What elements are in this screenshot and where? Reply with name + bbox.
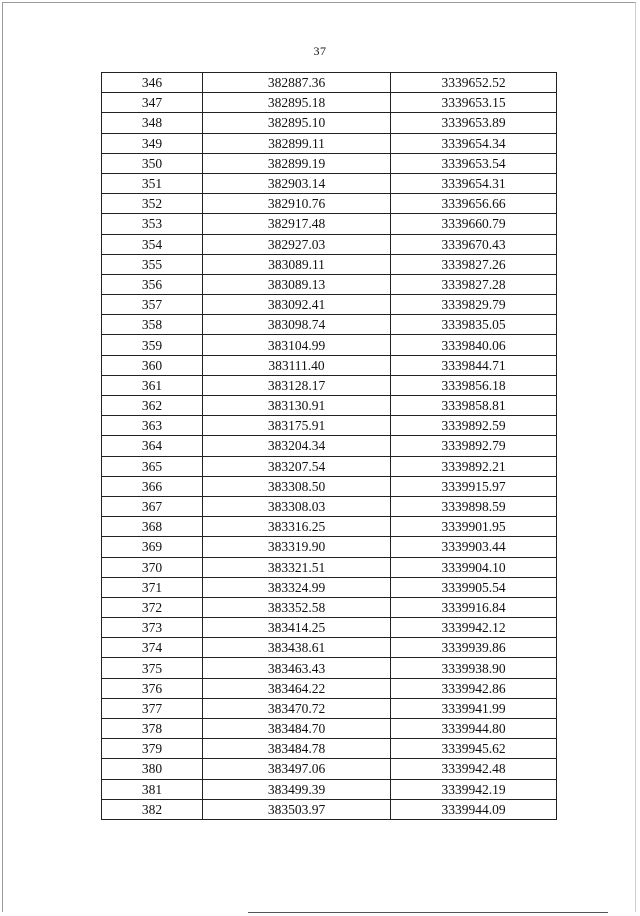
- point-number-cell: 352: [102, 194, 203, 214]
- table-row: [102, 355, 557, 375]
- y-coordinate-cell: 3339858.81: [391, 396, 557, 416]
- x-coordinate-cell: 383089.13: [203, 274, 391, 294]
- x-coordinate-cell: 382899.11: [203, 133, 391, 153]
- y-coordinate-cell: 3339904.10: [391, 557, 557, 577]
- table-row: [102, 133, 557, 153]
- table-row: [102, 496, 557, 516]
- y-coordinate-cell: 3339941.99: [391, 698, 557, 718]
- x-coordinate-cell: 383497.06: [203, 759, 391, 779]
- point-number-cell: 380: [102, 759, 203, 779]
- table-row: [102, 476, 557, 496]
- table-row: [102, 153, 557, 173]
- y-coordinate-cell: 3339856.18: [391, 375, 557, 395]
- y-coordinate-cell: 3339892.59: [391, 416, 557, 436]
- point-number-cell: 371: [102, 577, 203, 597]
- y-coordinate-cell: 3339945.62: [391, 739, 557, 759]
- x-coordinate-cell: 383319.90: [203, 537, 391, 557]
- x-coordinate-cell: 383321.51: [203, 557, 391, 577]
- table-row: [102, 194, 557, 214]
- x-coordinate-cell: 383503.97: [203, 799, 391, 819]
- table-row: [102, 295, 557, 315]
- table-row: [102, 315, 557, 335]
- y-coordinate-cell: 3339827.28: [391, 274, 557, 294]
- point-number-cell: 358: [102, 315, 203, 335]
- point-number-cell: 376: [102, 678, 203, 698]
- x-coordinate-cell: 382887.36: [203, 73, 391, 93]
- x-coordinate-cell: 383316.25: [203, 517, 391, 537]
- y-coordinate-cell: 3339892.79: [391, 436, 557, 456]
- y-coordinate-cell: 3339944.09: [391, 799, 557, 819]
- point-number-cell: 360: [102, 355, 203, 375]
- point-number-cell: 373: [102, 618, 203, 638]
- x-coordinate-cell: 383098.74: [203, 315, 391, 335]
- y-coordinate-cell: 3339901.95: [391, 517, 557, 537]
- x-coordinate-cell: 383175.91: [203, 416, 391, 436]
- y-coordinate-cell: 3339903.44: [391, 537, 557, 557]
- y-coordinate-cell: 3339939.86: [391, 638, 557, 658]
- table-row: [102, 456, 557, 476]
- table-row: [102, 779, 557, 799]
- table-row: [102, 254, 557, 274]
- point-number-cell: 347: [102, 93, 203, 113]
- x-coordinate-cell: 383130.91: [203, 396, 391, 416]
- table-row: [102, 375, 557, 395]
- x-coordinate-cell: 383111.40: [203, 355, 391, 375]
- table-row: [102, 436, 557, 456]
- x-coordinate-cell: 383308.03: [203, 496, 391, 516]
- point-number-cell: 375: [102, 658, 203, 678]
- y-coordinate-cell: 3339654.34: [391, 133, 557, 153]
- table-row: [102, 638, 557, 658]
- y-coordinate-cell: 3339827.26: [391, 254, 557, 274]
- y-coordinate-cell: 3339653.15: [391, 93, 557, 113]
- point-number-cell: 366: [102, 476, 203, 496]
- table-row: [102, 214, 557, 234]
- y-coordinate-cell: 3339898.59: [391, 496, 557, 516]
- table-row: [102, 274, 557, 294]
- table-row: [102, 739, 557, 759]
- point-number-cell: 362: [102, 396, 203, 416]
- y-coordinate-cell: 3339835.05: [391, 315, 557, 335]
- table-row: [102, 698, 557, 718]
- y-coordinate-cell: 3339942.12: [391, 618, 557, 638]
- x-coordinate-cell: 382895.10: [203, 113, 391, 133]
- point-number-cell: 353: [102, 214, 203, 234]
- x-coordinate-cell: 382917.48: [203, 214, 391, 234]
- y-coordinate-cell: 3339916.84: [391, 597, 557, 617]
- x-coordinate-cell: 383324.99: [203, 577, 391, 597]
- y-coordinate-cell: 3339653.89: [391, 113, 557, 133]
- point-number-cell: 351: [102, 173, 203, 193]
- point-number-cell: 355: [102, 254, 203, 274]
- y-coordinate-cell: 3339829.79: [391, 295, 557, 315]
- x-coordinate-cell: 382895.18: [203, 93, 391, 113]
- x-coordinate-cell: 383464.22: [203, 678, 391, 698]
- y-coordinate-cell: 3339938.90: [391, 658, 557, 678]
- table-row: [102, 597, 557, 617]
- x-coordinate-cell: 383089.11: [203, 254, 391, 274]
- table-row: [102, 416, 557, 436]
- y-coordinate-cell: 3339944.80: [391, 719, 557, 739]
- table-row: [102, 93, 557, 113]
- x-coordinate-cell: 383104.99: [203, 335, 391, 355]
- x-coordinate-cell: 383204.34: [203, 436, 391, 456]
- page-number: 37: [313, 44, 327, 58]
- x-coordinate-cell: 383484.70: [203, 719, 391, 739]
- coordinates-table-body: [102, 73, 557, 820]
- point-number-cell: 363: [102, 416, 203, 436]
- coordinates-table: [101, 72, 557, 820]
- point-number-cell: 379: [102, 739, 203, 759]
- point-number-cell: 350: [102, 153, 203, 173]
- y-coordinate-cell: 3339840.06: [391, 335, 557, 355]
- y-coordinate-cell: 3339844.71: [391, 355, 557, 375]
- y-coordinate-cell: 3339660.79: [391, 214, 557, 234]
- point-number-cell: 359: [102, 335, 203, 355]
- point-number-cell: 374: [102, 638, 203, 658]
- table-row: [102, 577, 557, 597]
- point-number-cell: 377: [102, 698, 203, 718]
- table-row: [102, 557, 557, 577]
- point-number-cell: 348: [102, 113, 203, 133]
- point-number-cell: 367: [102, 496, 203, 516]
- x-coordinate-cell: 383207.54: [203, 456, 391, 476]
- point-number-cell: 381: [102, 779, 203, 799]
- x-coordinate-cell: 382910.76: [203, 194, 391, 214]
- y-coordinate-cell: 3339942.86: [391, 678, 557, 698]
- table-row: [102, 396, 557, 416]
- x-coordinate-cell: 383092.41: [203, 295, 391, 315]
- x-coordinate-cell: 383352.58: [203, 597, 391, 617]
- table-row: [102, 618, 557, 638]
- point-number-cell: 361: [102, 375, 203, 395]
- table-row: [102, 537, 557, 557]
- x-coordinate-cell: 383499.39: [203, 779, 391, 799]
- table-row: [102, 759, 557, 779]
- table-row: [102, 234, 557, 254]
- footer-rule: [248, 912, 608, 913]
- table-row: [102, 799, 557, 819]
- y-coordinate-cell: 3339652.52: [391, 73, 557, 93]
- y-coordinate-cell: 3339653.54: [391, 153, 557, 173]
- point-number-cell: 349: [102, 133, 203, 153]
- table-row: [102, 113, 557, 133]
- point-number-cell: 354: [102, 234, 203, 254]
- y-coordinate-cell: 3339670.43: [391, 234, 557, 254]
- point-number-cell: 368: [102, 517, 203, 537]
- point-number-cell: 346: [102, 73, 203, 93]
- point-number-cell: 357: [102, 295, 203, 315]
- point-number-cell: 364: [102, 436, 203, 456]
- table-row: [102, 335, 557, 355]
- table-row: [102, 658, 557, 678]
- x-coordinate-cell: 383438.61: [203, 638, 391, 658]
- table-row: [102, 173, 557, 193]
- y-coordinate-cell: 3339654.31: [391, 173, 557, 193]
- x-coordinate-cell: 383128.17: [203, 375, 391, 395]
- y-coordinate-cell: 3339656.66: [391, 194, 557, 214]
- point-number-cell: 378: [102, 719, 203, 739]
- table-row: [102, 73, 557, 93]
- table-row: [102, 719, 557, 739]
- x-coordinate-cell: 382927.03: [203, 234, 391, 254]
- point-number-cell: 365: [102, 456, 203, 476]
- y-coordinate-cell: 3339892.21: [391, 456, 557, 476]
- x-coordinate-cell: 382903.14: [203, 173, 391, 193]
- point-number-cell: 356: [102, 274, 203, 294]
- x-coordinate-cell: 383414.25: [203, 618, 391, 638]
- point-number-cell: 382: [102, 799, 203, 819]
- x-coordinate-cell: 383484.78: [203, 739, 391, 759]
- x-coordinate-cell: 383470.72: [203, 698, 391, 718]
- point-number-cell: 372: [102, 597, 203, 617]
- x-coordinate-cell: 382899.19: [203, 153, 391, 173]
- y-coordinate-cell: 3339905.54: [391, 577, 557, 597]
- table-row: [102, 678, 557, 698]
- x-coordinate-cell: 383308.50: [203, 476, 391, 496]
- y-coordinate-cell: 3339942.48: [391, 759, 557, 779]
- y-coordinate-cell: 3339942.19: [391, 779, 557, 799]
- point-number-cell: 369: [102, 537, 203, 557]
- x-coordinate-cell: 383463.43: [203, 658, 391, 678]
- point-number-cell: 370: [102, 557, 203, 577]
- table-row: [102, 517, 557, 537]
- y-coordinate-cell: 3339915.97: [391, 476, 557, 496]
